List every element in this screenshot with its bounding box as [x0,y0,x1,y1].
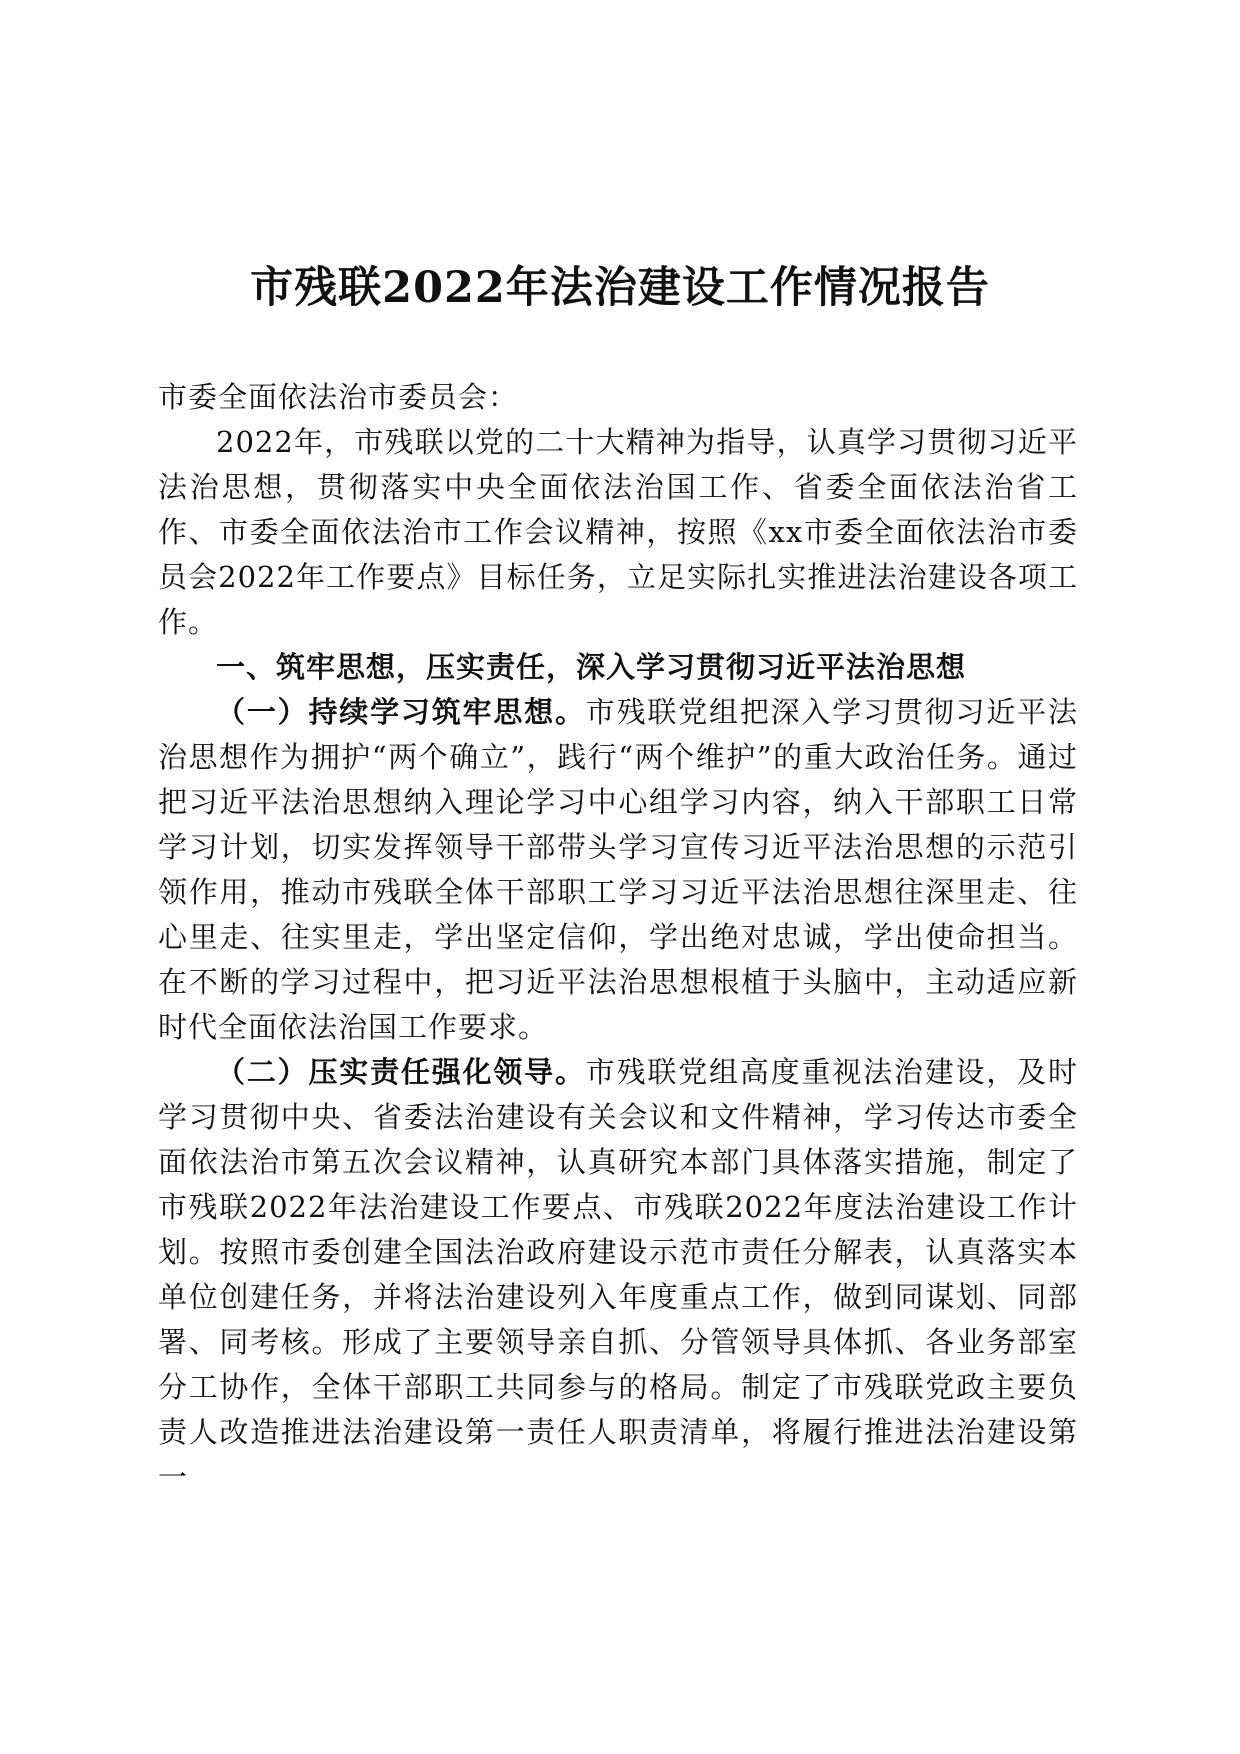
salutation: 市委全面依法治市委员会： [158,380,519,414]
document-title: 市残联2022年法治建设工作情况报告 [250,263,990,313]
subsection-heading-2: （二）压实责任强化领导。 [216,1055,586,1089]
intro-paragraph: 2022年，市残联以党的二十大精神为指导，认真学习贯彻习近平法治思想，贯彻落实中央全面依法治国工作、省委全面依法治省工作、市委全面依法治市工作会议精神，按照《xx市委全面依法治市委员会2022年工作要点》目标任务，立足实际扎实推进法治建设各项工作。 [158,425,1078,639]
section-heading-1: 一、筑牢思想，压实责任，深入学习贯彻习近平法治思想 [216,650,967,684]
subsection-paragraph-2 [158,1050,1078,1500]
subsection-text-1: 市残联党组把深入学习贯彻习近平法治思想作为拥护“两个确立”，践行“两个维护”的重大政治任务。通过把习近平法治思想纳入理论学习中心组学习内容，纳入干部职工日常学习计划，切实发挥领导干部带头学习宣传习近平法治思想的示范引领作用，推动市残联全体干部职工学习习近平法治思想往深里走、往心里走、往实里走，学出坚定信仰，学出绝对忠诚，学出使命担当。在不断的学习过程中，把习近平法治思想根植于头脑中，主动适应新时代全面依法治国工作要求。 [158,695,1078,1044]
subsection-text-2: 市残联党组高度重视法治建设，及时学习贯彻中央、省委法治建设有关会议和文件精神，学习传达市委全面依法治市第五次会议精神，认真研究本部门具体落实措施，制定了市残联2022年法治建设工作要点、市残联2022年度法治建设工作计划。按照市委创建全国法治政府建设示范市责任分解表，认真落实本单位创建任务，并将法治建设列入年度重点工作，做到同谋划、同部署、同考核。形成了主要领导亲自抓、分管领导具体抓、各业务部室分工协作，全体干部职工共同参与的格局。制定了市残联党政主要负责人改造推进法治建设第一责任人职责清单，将履行推进法治建设第一 [158,1055,1078,1494]
document-body [158,375,1078,1500]
subsection-paragraph-1 [158,690,1078,1050]
subsection-heading-1: （一）持续学习筑牢思想。 [216,695,586,729]
